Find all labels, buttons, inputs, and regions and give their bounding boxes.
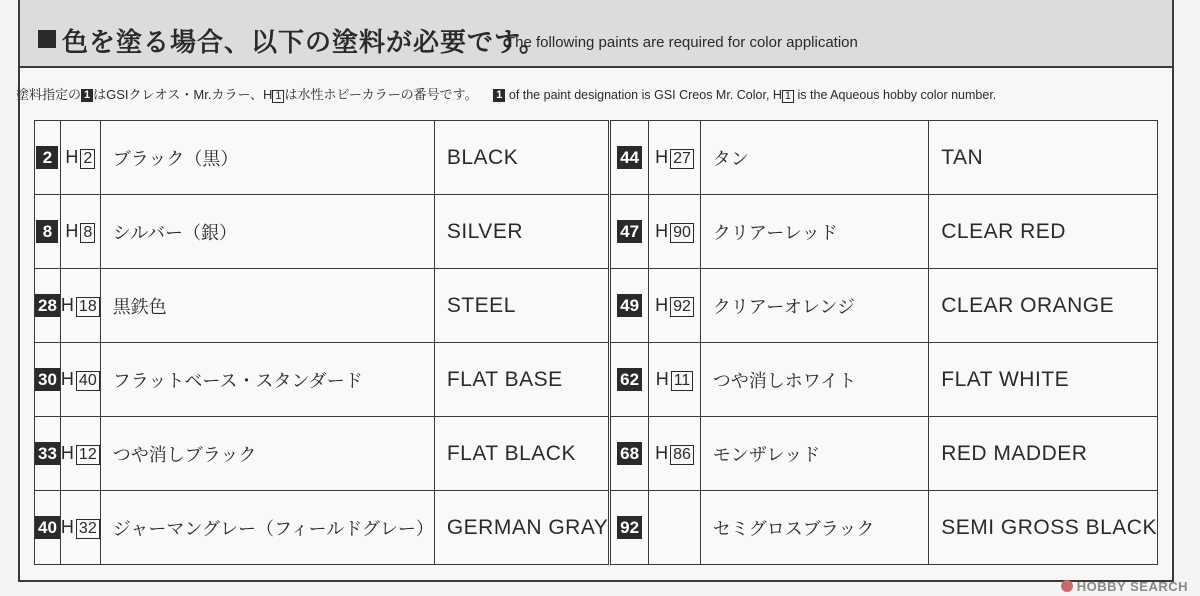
hobby-color-number: 92	[670, 297, 694, 317]
mr-color-number: 28	[35, 294, 60, 317]
hobby-color-cell	[649, 195, 701, 269]
table-row	[35, 491, 609, 565]
mr-color-cell	[35, 269, 61, 343]
note-en-text-1: of the paint designation is GSI Creos Mr. Color, H	[505, 88, 782, 102]
hobby-prefix: H	[60, 516, 74, 537]
mr-color-cell	[35, 195, 61, 269]
note-english	[493, 88, 996, 102]
note-jp-text-1: 塗料指定の	[16, 87, 82, 102]
hobby-color-cell	[60, 343, 100, 417]
hobby-color-number: 32	[76, 519, 100, 539]
hobby-color-cell	[60, 417, 100, 491]
hobby-prefix: H	[655, 442, 669, 463]
hobby-prefix: H	[60, 368, 74, 389]
paint-name-en: GERMAN GRAY	[434, 491, 608, 565]
table-row	[35, 417, 609, 491]
mr-color-number: 92	[617, 516, 642, 539]
hobby-color-number: 8	[80, 223, 95, 243]
table-row	[611, 269, 1158, 343]
mr-color-number: 68	[617, 442, 642, 465]
paint-name-jp: ジャーマングレー（フィールドグレー）	[100, 491, 434, 565]
watermark	[1061, 579, 1188, 594]
paint-table-right	[610, 120, 1158, 565]
hobby-prefix: H	[655, 220, 669, 241]
designation-note	[16, 84, 996, 103]
hobby-color-number: 90	[670, 223, 694, 243]
mr-color-cell	[611, 121, 649, 195]
hobby-color-cell	[649, 121, 701, 195]
mr-color-cell	[611, 491, 649, 565]
paint-table-left	[34, 120, 609, 565]
table-row	[35, 195, 609, 269]
mr-color-cell	[611, 417, 649, 491]
hobby-color-cell	[60, 491, 100, 565]
paint-name-jp: クリアーレッド	[700, 195, 928, 269]
mr-color-cell	[35, 417, 61, 491]
paint-name-jp: シルバー（銀）	[100, 195, 434, 269]
mr-color-number: 44	[617, 146, 642, 169]
hobby-color-number: 18	[76, 297, 100, 317]
table-row	[611, 121, 1158, 195]
mr-color-number: 8	[36, 220, 58, 243]
hobby-prefix: H	[655, 368, 669, 389]
note-en-mrcolor-box: 1	[493, 89, 505, 102]
paint-name-en: FLAT BASE	[434, 343, 608, 417]
note-jp-text-3: は水性ホビーカラーの番号です。	[284, 87, 478, 102]
note-jp-hobby-box: 1	[272, 90, 284, 103]
paint-name-en: CLEAR RED	[929, 195, 1158, 269]
hobby-color-cell	[649, 269, 701, 343]
paint-name-en: STEEL	[434, 269, 608, 343]
hobby-color-cell	[649, 491, 701, 565]
paint-name-jp: タン	[700, 121, 928, 195]
hobby-color-cell	[60, 195, 100, 269]
paint-name-en: TAN	[929, 121, 1158, 195]
paint-name-jp: 黒鉄色	[100, 269, 434, 343]
paint-name-en: FLAT WHITE	[929, 343, 1158, 417]
hobby-color-cell	[649, 343, 701, 417]
square-bullet-icon	[38, 30, 56, 48]
hobby-search-logo-icon	[1061, 580, 1073, 592]
paint-name-en: SEMI GROSS BLACK	[929, 491, 1158, 565]
hobby-color-cell	[649, 417, 701, 491]
paint-name-jp: つや消しブラック	[100, 417, 434, 491]
table-row	[611, 417, 1158, 491]
paint-name-jp: つや消しホワイト	[700, 343, 928, 417]
hobby-prefix: H	[60, 442, 74, 463]
mr-color-number: 47	[617, 220, 642, 243]
hobby-color-cell	[60, 269, 100, 343]
note-en-hobby-box: 1	[782, 90, 794, 103]
hobby-color-number: 2	[80, 149, 95, 169]
hobby-prefix: H	[60, 294, 74, 315]
hobby-color-number: 12	[76, 445, 100, 465]
mr-color-cell	[35, 343, 61, 417]
mr-color-cell	[611, 269, 649, 343]
mr-color-number: 33	[35, 442, 60, 465]
note-jp-text-2: はGSIクレオス・Mr.カラー、H	[93, 87, 273, 102]
mr-color-cell	[611, 195, 649, 269]
hobby-color-cell	[60, 121, 100, 195]
mr-color-number: 62	[617, 368, 642, 391]
mr-color-number: 49	[617, 294, 642, 317]
title-japanese: 色を塗る場合、以下の塗料が必要です。	[62, 28, 546, 58]
mr-color-number: 40	[35, 516, 60, 539]
hobby-prefix: H	[65, 146, 79, 167]
table-row	[611, 491, 1158, 565]
mr-color-cell	[35, 491, 61, 565]
hobby-color-number: 40	[76, 371, 100, 391]
paint-name-jp: ブラック（黒）	[100, 121, 434, 195]
paint-name-en: FLAT BLACK	[434, 417, 608, 491]
hobby-color-number: 11	[671, 371, 694, 391]
header-bar	[20, 0, 1172, 68]
note-jp-mrcolor-box: 1	[81, 89, 93, 102]
paint-name-en: SILVER	[434, 195, 608, 269]
note-en-text-2: is the Aqueous hobby color number.	[794, 88, 997, 102]
paint-name-en: RED MADDER	[929, 417, 1158, 491]
hobby-color-number: 86	[670, 445, 694, 465]
table-row	[35, 343, 609, 417]
paint-name-en: CLEAR ORANGE	[929, 269, 1158, 343]
mr-color-cell	[611, 343, 649, 417]
title-english: The following paints are required for color application	[506, 34, 858, 51]
hobby-prefix: H	[65, 220, 79, 241]
paint-name-jp: フラットベース・スタンダード	[100, 343, 434, 417]
table-row	[35, 121, 609, 195]
paint-name-jp: セミグロスブラック	[700, 491, 928, 565]
hobby-prefix: H	[655, 146, 669, 167]
paint-name-en: BLACK	[434, 121, 608, 195]
mr-color-number: 30	[35, 368, 60, 391]
paint-name-jp: モンザレッド	[700, 417, 928, 491]
hobby-color-number: 27	[670, 149, 694, 169]
table-row	[611, 343, 1158, 417]
table-row	[35, 269, 609, 343]
mr-color-cell	[35, 121, 61, 195]
hobby-prefix: H	[655, 294, 669, 315]
mr-color-number: 2	[36, 146, 58, 169]
table-row	[611, 195, 1158, 269]
paint-name-jp: クリアーオレンジ	[700, 269, 928, 343]
watermark-text: HOBBY SEARCH	[1076, 579, 1188, 594]
